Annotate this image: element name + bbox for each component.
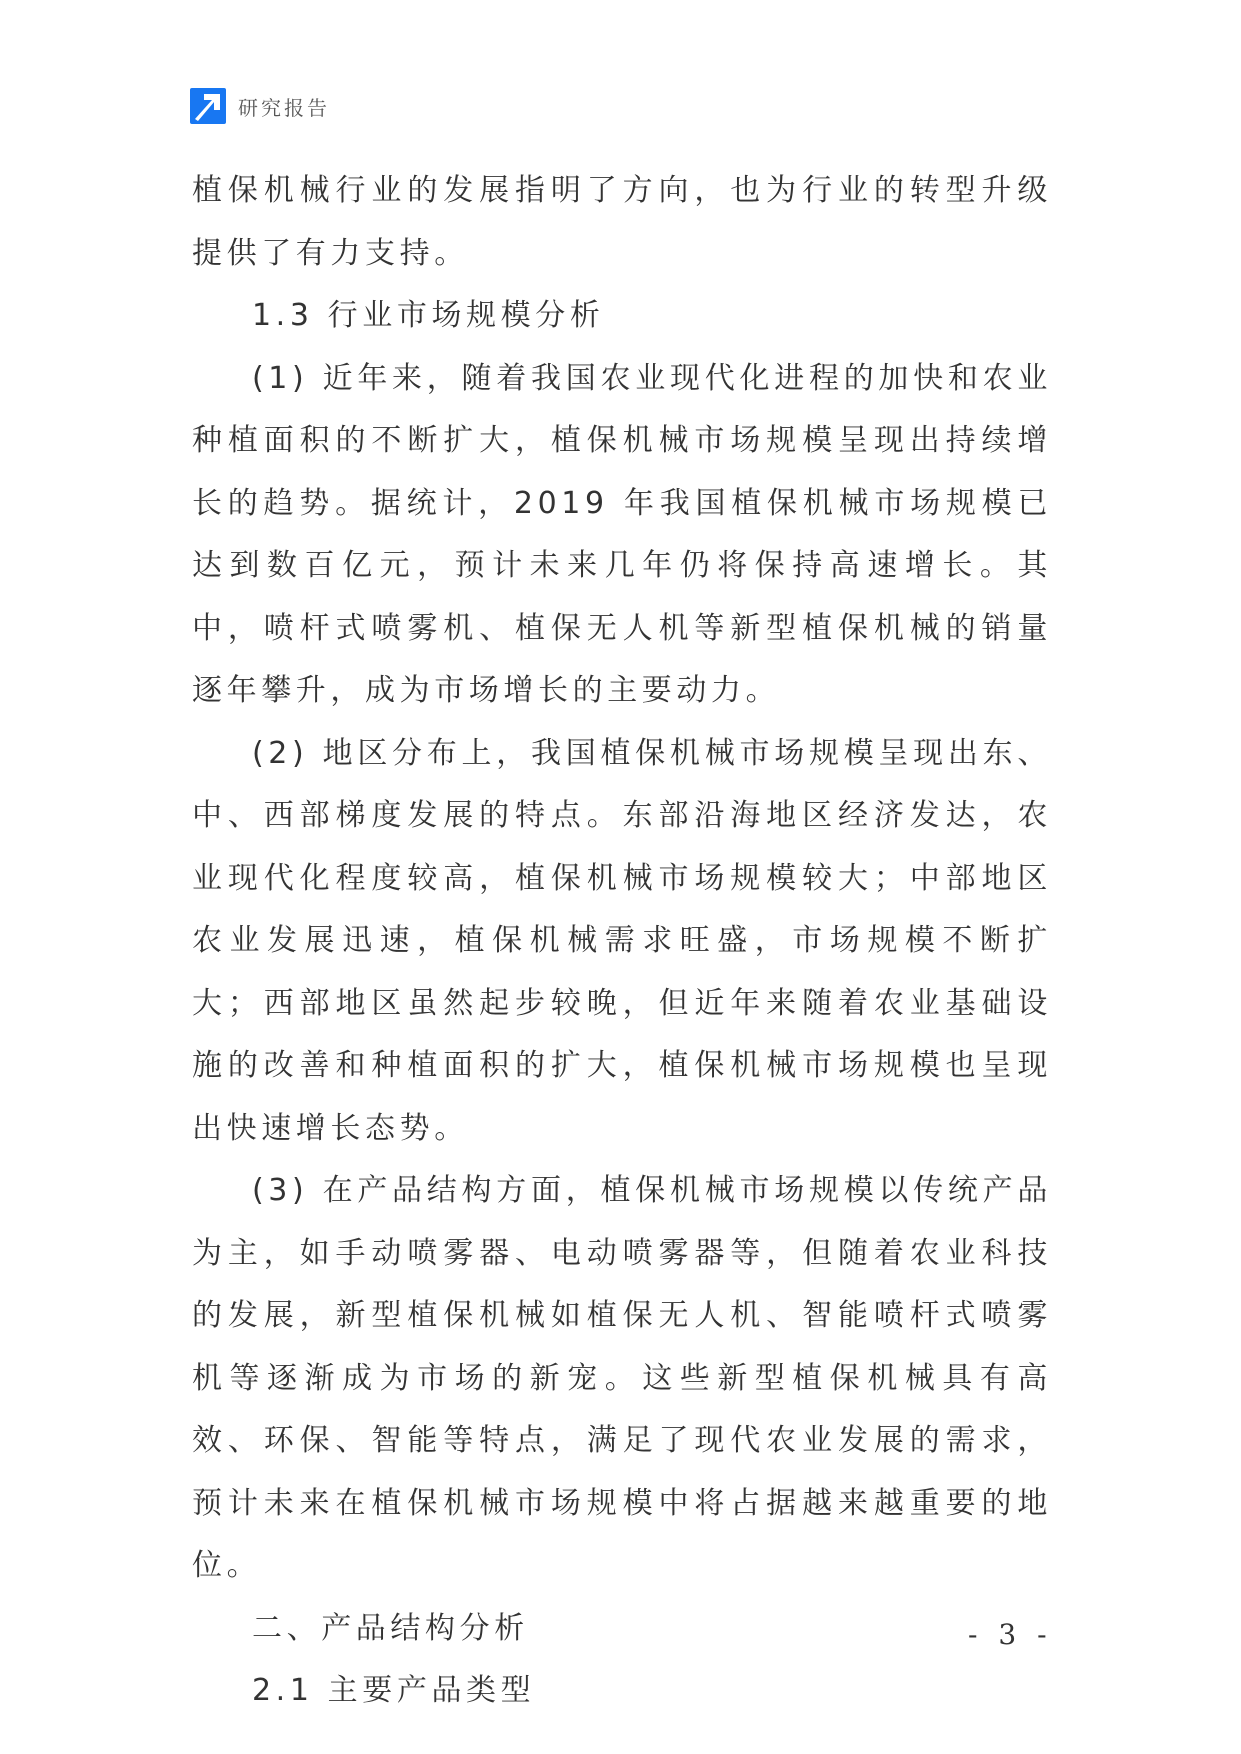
- paragraph-3: (3) 在产品结构方面，植保机械市场规模以传统产品为主，如手动喷雾器、电动喷雾器等，但随着农业科技的发展，新型植保机械如植保无人机、智能喷杆式喷雾机等逐渐成为市场的新宠。这些新型植保机械具有高效、环保、智能等特点，满足了现代农业发展的需求，预计未来在植保机械市场规模中将占据越来越重要的地位。: [192, 1173, 1052, 1583]
- document-body: [192, 160, 1052, 1723]
- page-number: - 3 -: [968, 1618, 1053, 1651]
- section-2-1-heading: 2.1 主要产品类型: [252, 1673, 536, 1708]
- report-logo-icon: [190, 88, 226, 124]
- paragraph-1: (1) 近年来，随着我国农业现代化进程的加快和农业种植面积的不断扩大，植保机械市场规模呈现出持续增长的趋势。据统计，2019 年我国植保机械市场规模已达到数百亿元，预计未来几年仍将保持高速增长。其中，喷杆式喷雾机、植保无人机等新型植保机械的销量逐年攀升，成为市场增长的主要动力。: [192, 360, 1052, 708]
- paragraph-2: (2) 地区分布上，我国植保机械市场规模呈现出东、中、西部梯度发展的特点。东部沿海地区经济发达，农业现代化程度较高，植保机械市场规模较大；中部地区农业发展迅速，植保机械需求旺盛，市场规模不断扩大；西部地区虽然起步较晚，但近年来随着农业基础设施的改善和种植面积的扩大，植保机械市场规模也呈现出快速增长态势。: [192, 735, 1052, 1146]
- header-title: 研究报告: [238, 95, 330, 120]
- report-header: [190, 88, 330, 124]
- chapter-2-heading: 二、产品结构分析: [252, 1610, 529, 1646]
- section-1-3-heading: 1.3 行业市场规模分析: [252, 298, 605, 333]
- intro-paragraph: 植保机械行业的发展指明了方向，也为行业的转型升级提供了有力支持。: [192, 173, 1052, 271]
